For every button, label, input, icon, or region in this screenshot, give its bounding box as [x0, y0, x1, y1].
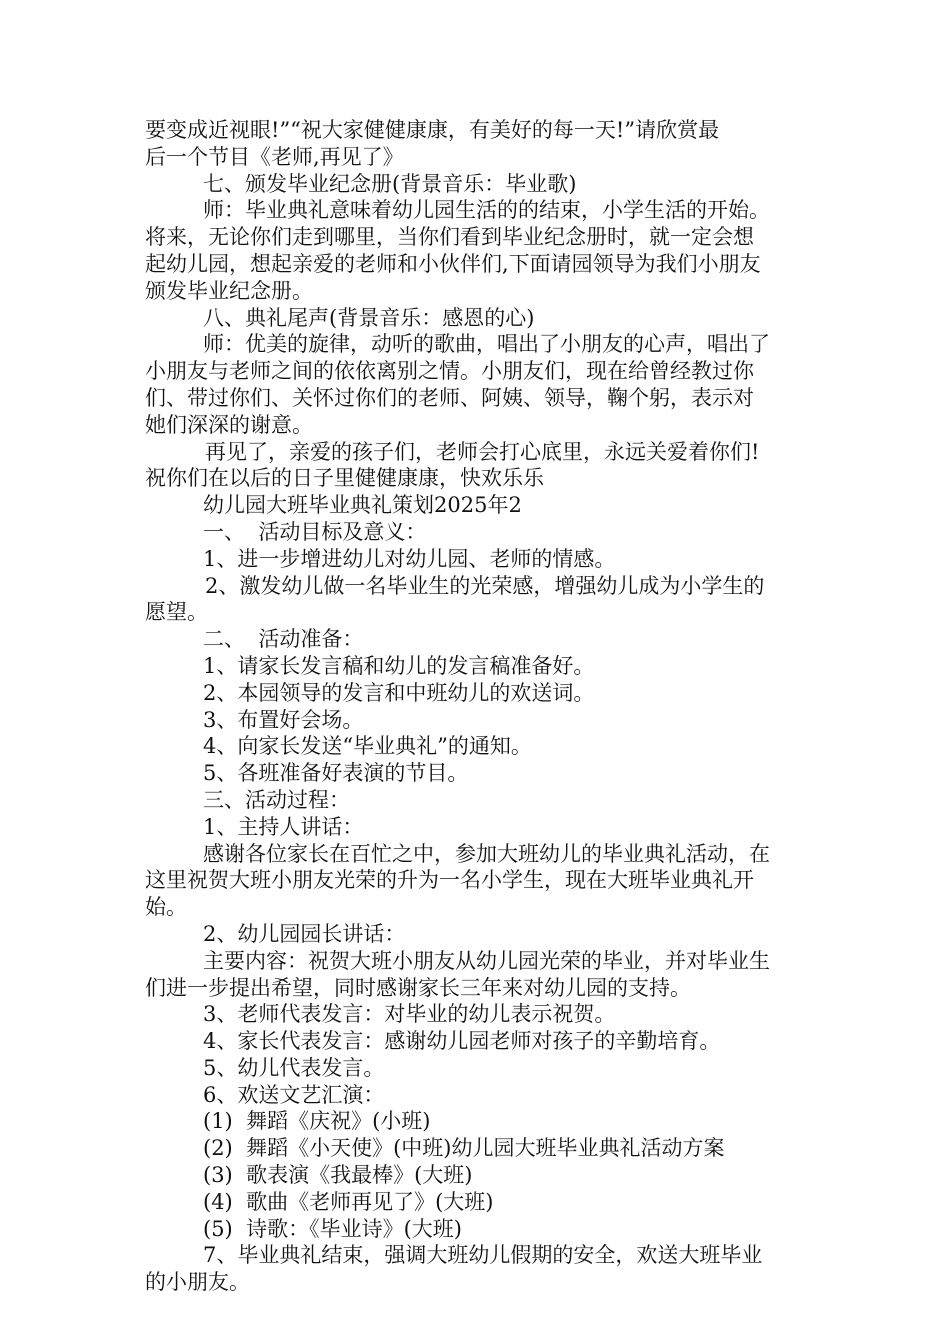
- text-line: 八、典礼尾声(背景音乐：感恩的心): [203, 305, 535, 330]
- text-line: (3) 歌表演《我最棒》(大班): [203, 1163, 473, 1188]
- text-line: (4) 歌曲《老师再见了》(大班): [203, 1189, 494, 1214]
- text-line: 师：毕业典礼意味着幼儿园生活的的结束，小学生活的开始。: [203, 198, 770, 223]
- text-line: 起幼儿园，想起亲爱的老师和小伙伴们,下面请园领导为我们小朋友: [145, 251, 761, 276]
- text-line: 的小朋友。: [145, 1270, 250, 1295]
- text-line: 二、 活动准备：: [203, 627, 364, 652]
- text-line: 4、向家长发送“毕业典礼”的通知。: [203, 734, 532, 759]
- text-line: 1、请家长发言稿和幼儿的发言稿准备好。: [203, 653, 595, 678]
- text-line: 主要内容：祝贺大班小朋友从幼儿园光荣的毕业，并对毕业生: [203, 948, 770, 973]
- text-line: 3、老师代表发言：对毕业的幼儿表示祝贺。: [203, 1002, 616, 1027]
- text-line: 们进一步提出希望，同时感谢家长三年来对幼儿园的支持。: [145, 975, 691, 1000]
- text-line: 2、本园领导的发言和中班幼儿的欢送词。: [203, 680, 595, 705]
- text-line: (2) 舞蹈《小天使》(中班)幼儿园大班毕业典礼活动方案: [203, 1136, 725, 1161]
- text-line: 3、布置好会场。: [203, 707, 364, 732]
- text-line: 这里祝贺大班小朋友光荣的升为一名小学生，现在大班毕业典礼开: [145, 868, 754, 893]
- text-line: 师：优美的旋律，动听的歌曲，唱出了小朋友的心声，唱出了: [203, 332, 770, 357]
- text-line: 2、激发幼儿做一名毕业生的光荣感，增强幼儿成为小学生的: [205, 573, 765, 598]
- text-line: 4、家长代表发言：感谢幼儿园老师对孩子的辛勤培育。: [203, 1029, 721, 1054]
- text-line: 将来，无论你们走到哪里，当你们看到毕业纪念册时，就一定会想: [145, 225, 754, 250]
- text-line: 5、幼儿代表发言。: [203, 1055, 385, 1080]
- text-line: 5、各班准备好表演的节目。: [203, 761, 469, 786]
- text-line: 要变成近视眼!”“祝大家健健康康，有美好的每一天!”请欣赏最: [145, 118, 720, 142]
- text-line: 6、欢送文艺汇演：: [203, 1082, 385, 1107]
- text-line: 一、 活动目标及意义：: [203, 519, 427, 544]
- text-line: 再见了，亲爱的孩子们，老师会打心底里，永远关爱着你们!: [205, 439, 760, 464]
- text-line: 七、颁发毕业纪念册(背景音乐：毕业歌): [203, 171, 577, 196]
- text-line: 颁发毕业纪念册。: [145, 278, 313, 303]
- text-line: 1、进一步增进幼儿对幼儿园、老师的情感。: [203, 546, 616, 571]
- text-line: 她们深深的谢意。: [145, 412, 313, 437]
- text-line: 7、毕业典礼结束，强调大班幼儿假期的安全，欢送大班毕业: [203, 1243, 763, 1268]
- text-line: 感谢各位家长在百忙之中，参加大班幼儿的毕业典礼活动，在: [203, 841, 770, 866]
- text-line: 三、活动过程：: [203, 787, 350, 812]
- text-line: 始。: [145, 895, 187, 920]
- text-line: 幼儿园大班毕业典礼策划2025年2: [203, 493, 522, 518]
- text-line: 祝你们在以后的日子里健健康康，快欢乐乐: [145, 466, 544, 491]
- document-body: [145, 117, 810, 1296]
- text-line: (5) 诗歌：《毕业诗》(大班): [203, 1216, 462, 1241]
- text-line: 后一个节目《老师,再见了》: [145, 144, 404, 169]
- text-line: 1、主持人讲话：: [203, 814, 364, 839]
- text-line: (1) 舞蹈《庆祝》(小班): [203, 1109, 431, 1134]
- text-line: 愿望。: [145, 600, 208, 625]
- text-line: 2、幼儿园园长讲话：: [203, 921, 406, 946]
- text-line: 们、带过你们、关怀过你们的老师、阿姨、领导，鞠个躬，表示对: [145, 385, 754, 410]
- text-line: 小朋友与老师之间的依依离别之情。小朋友们，现在给曾经教过你: [145, 359, 754, 384]
